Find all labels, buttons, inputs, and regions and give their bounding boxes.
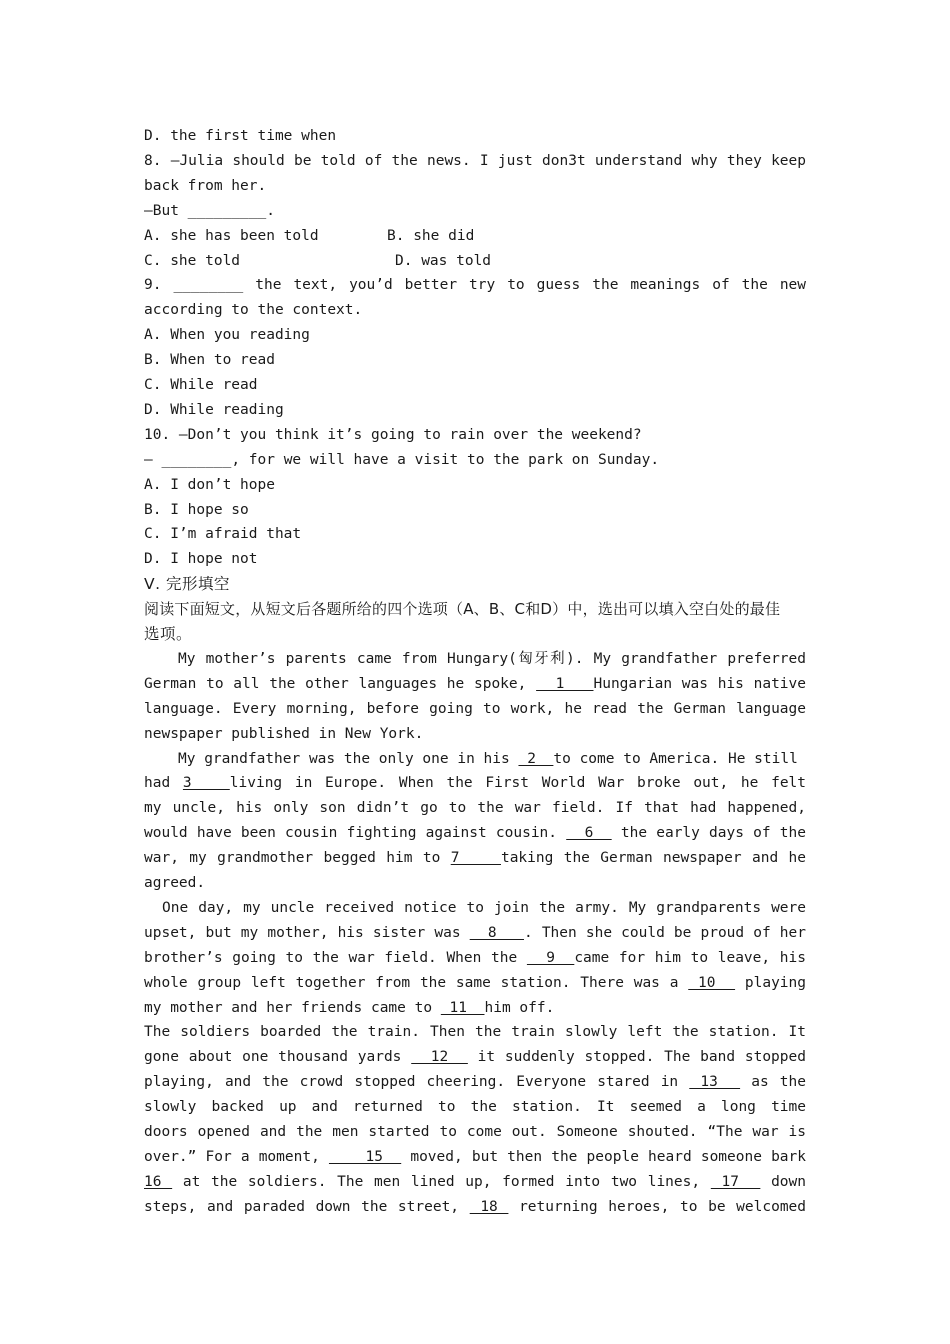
p4-line-3 [144, 1070, 806, 1095]
q8-reply-prefix: —But [144, 202, 179, 219]
p2-line-1-text-b: to come to America. He still [553, 750, 798, 767]
p3-line-2-text-b: . Then she could be proud of her [523, 924, 806, 941]
p2-line-2-text-b: living in Europe. When the First World War broke out, he felt [229, 775, 806, 792]
q8-option-c: C. she told [144, 252, 241, 269]
p4-line-6 [144, 1145, 806, 1170]
blank-15: 15 [328, 1148, 402, 1165]
blank-12: 12 [411, 1049, 468, 1066]
section-heading: Ⅴ. 完形填空 [144, 575, 230, 594]
p2-line-1-text-a: My grandfather was the only one in his [178, 750, 510, 767]
q9-blank: ________ [173, 277, 244, 294]
p3-line-4 [144, 971, 806, 996]
p3-line-3-text-b: came for him to leave, his [574, 949, 806, 966]
p4-line-6-text-b: moved, but then the people heard someone bark [410, 1148, 806, 1165]
q10-option-a: A. I don’t hope [144, 476, 275, 493]
p4-line-8-text-b: returning heroes, to be welcomed [519, 1198, 806, 1215]
p1-line-3: language. Every morning, before going to work, he read the German language [144, 700, 806, 717]
p2-line-2 [144, 771, 806, 796]
blank-6: 6 [566, 825, 612, 842]
q10-option-c: C. I’m afraid that [144, 526, 302, 543]
q8-reply-suffix: . [266, 202, 275, 219]
blank-8: 8 [469, 924, 524, 941]
p2-line-6: agreed. [144, 875, 206, 892]
q10-option-b: B. I hope so [144, 501, 249, 518]
p1-line-1: My mother’s parents came from Hungary(匈牙利). My grandfather preferred [178, 651, 806, 667]
p3-line-4-text-a: whole group left together from the same station. There was a [144, 974, 679, 991]
p4-line-4-text-a: slowly backed up and returned to the station. It seemed a long time [144, 1099, 806, 1116]
q9-number: 9. [144, 277, 162, 294]
q8-options-row-2 [144, 249, 806, 274]
q9-option-a: A. When you reading [144, 327, 310, 344]
q9-option-b: B. When to read [144, 352, 275, 369]
p2-line-4 [144, 821, 806, 846]
p4-line-2-text-b: it suddenly stopped. The band stopped [477, 1049, 806, 1066]
q8-option-a: A. she has been told [144, 227, 319, 244]
q8-options-row-1 [144, 224, 806, 249]
q8-option-b: B. she did [387, 227, 475, 244]
p4-line-4 [144, 1095, 806, 1120]
blank-7: 7 [450, 850, 501, 867]
p3-line-3 [144, 946, 806, 971]
p1-line-4: newspaper published in New York. [144, 725, 424, 742]
q9-option-d: D. While reading [144, 401, 284, 418]
p3-line-4-text-b: playing [744, 974, 806, 991]
q10-option-d: D. I hope not [144, 551, 258, 568]
blank-1: 1 [536, 675, 594, 692]
q9-option-c: C. While read [144, 377, 258, 394]
blank-2: 2 [518, 750, 554, 767]
p4-line-6-text-a: over.” For a moment, [144, 1148, 320, 1165]
q8-reply-blank: _________ [187, 202, 267, 219]
p3-line-5 [144, 996, 806, 1021]
q10-stem: 10. —Don’t you think it’s going to rain over the weekend? [144, 426, 642, 443]
blank-13: 13 [689, 1074, 741, 1091]
p4-line-7-text-a: at the soldiers. The men lined up, formed into two lines, [182, 1173, 701, 1190]
p4-line-3-text-a: playing, and the crowd stopped cheering. Everyone stared in [144, 1074, 679, 1091]
p4-line-2-text-a: gone about one thousand yards [144, 1049, 402, 1066]
q10-reply-suffix: , for we will have a visit to the park on Sunday. [231, 451, 660, 468]
blank-17: 17 [710, 1173, 761, 1190]
q8-reply [144, 199, 806, 224]
q9-stem-line-1 [144, 273, 806, 298]
q8-stem-line-2: back from her. [144, 177, 267, 194]
p2-line-5-text-b: taking the German newspaper and he [500, 850, 806, 867]
section-instruction-line-1: 阅读下面短文，从短文后各题所给的四个选项（A、B、C和D）中，选出可以填入空白处的最佳 [144, 600, 781, 619]
blank-11: 11 [440, 999, 485, 1016]
p3-line-2 [144, 921, 806, 946]
p2-line-5-text-a: war, my grandmother begged him to [144, 850, 441, 867]
p3-line-3-text-a: brother’s going to the war field. When the [144, 949, 518, 966]
p4-line-7 [144, 1170, 806, 1195]
p4-line-1: The soldiers boarded the train. Then the train slowly left the station. It [144, 1024, 806, 1041]
blank-16: 16 [144, 1173, 173, 1190]
p3-line-5-text-a: my mother and her friends came to [144, 999, 433, 1016]
blank-10: 10 [688, 974, 736, 991]
p2-line-4-text-b: the early days of the [620, 825, 806, 842]
p1-line-2 [144, 672, 806, 697]
q9-stem-text: the text, you’d better try to guess the meanings of the new [255, 277, 806, 294]
p1-line-2-text-a: German to all the other languages he spoke, [144, 675, 527, 692]
p3-line-2-text-a: upset, but my mother, his sister was [144, 924, 461, 941]
p2-line-2-text-a: had [144, 775, 171, 792]
q8-stem-line-1: 8. —Julia should be told of the news. I just don3t understand why they keep [144, 152, 806, 169]
p1-line-2-text-b: Hungarian was his native [593, 675, 806, 692]
q10-reply-prefix: — [144, 451, 153, 468]
p4-line-7-text-b: down [771, 1173, 806, 1190]
p4-line-8-text-a: steps, and paraded down the street, [144, 1198, 460, 1215]
p3-line-1: One day, my uncle received notice to join the army. My grandparents were [162, 899, 806, 916]
p2-line-3 [144, 796, 806, 821]
section-instruction-line-2: 选项。 [144, 625, 193, 644]
p2-line-5 [144, 846, 806, 871]
q10-reply-blank: ________ [161, 451, 232, 468]
q10-reply [144, 448, 806, 473]
document-page [144, 124, 806, 1220]
p3-line-5-text-b: him off. [484, 999, 555, 1016]
blank-18: 18 [469, 1198, 509, 1215]
p4-line-8 [144, 1195, 806, 1220]
q7-option-d: D. the first time when [144, 128, 337, 144]
blank-9: 9 [526, 949, 575, 966]
p4-line-2 [144, 1045, 806, 1070]
q9-stem-line-2: according to the context. [144, 302, 363, 319]
p2-line-3-text-a: my uncle, his only son didn’t go to the war field. If that had happened, [144, 800, 806, 817]
p4-line-5: doors opened and the men started to come out. Someone shouted. “The war is [144, 1123, 806, 1140]
q8-option-d: D. was told [395, 252, 492, 269]
p2-line-1 [144, 747, 806, 772]
p2-line-4-text-a: would have been cousin fighting against cousin. [144, 825, 558, 842]
blank-3: 3 [182, 775, 230, 792]
p4-line-3-text-b: as the [751, 1074, 806, 1091]
